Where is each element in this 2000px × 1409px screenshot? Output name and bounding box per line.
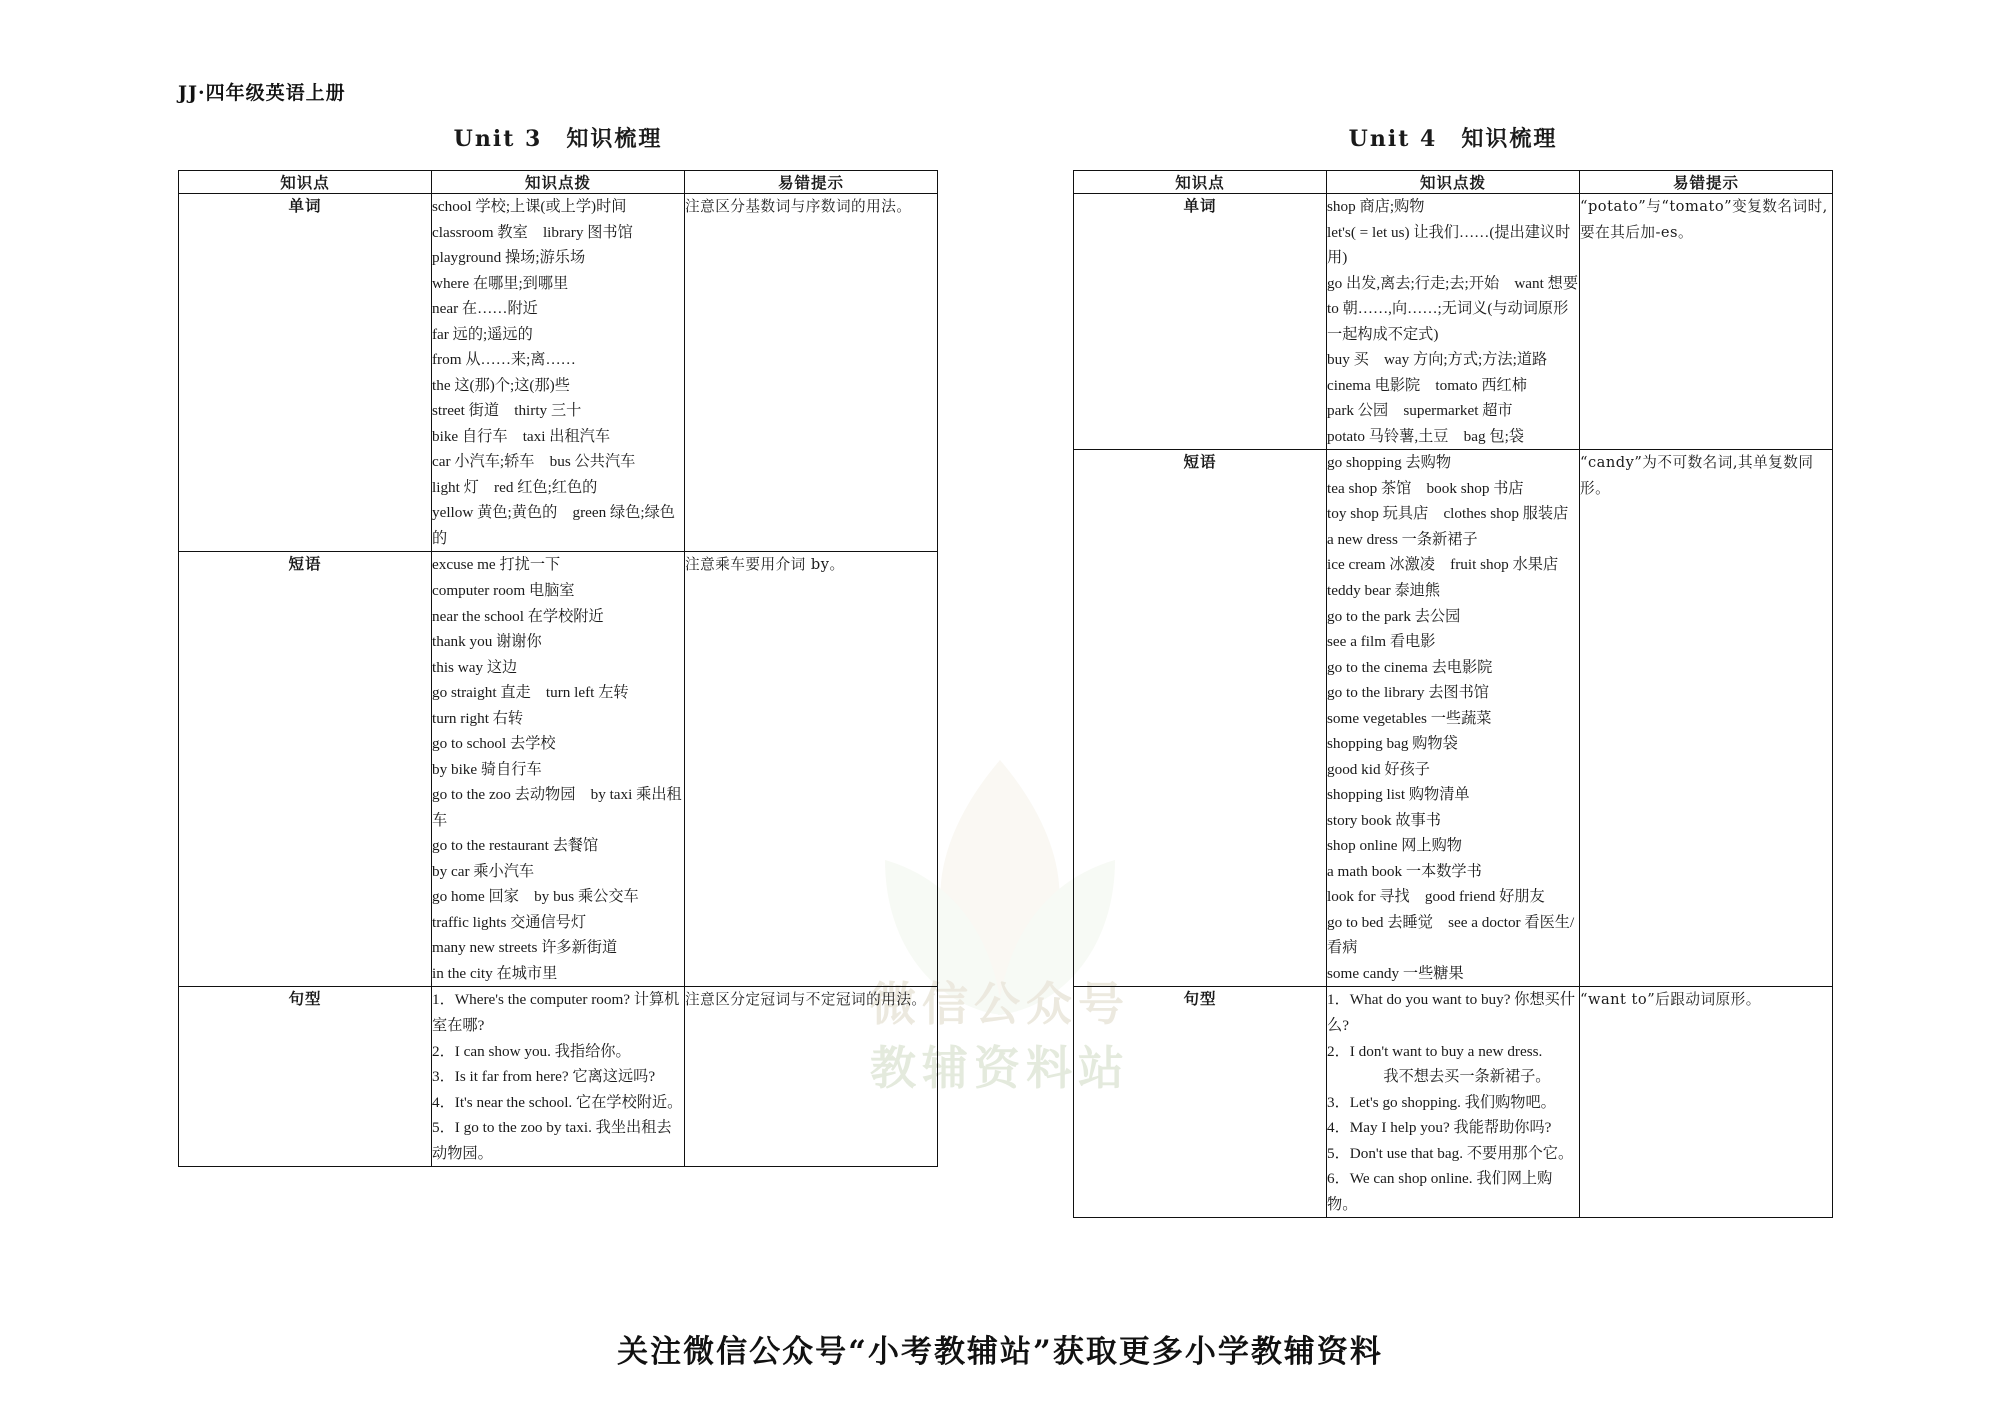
content-line: go shopping 去购物 bbox=[1327, 454, 1452, 472]
content-line: in the city 在城市里 bbox=[432, 964, 558, 982]
row-tip: 注意区分定冠词与不定冠词的用法。 bbox=[685, 987, 938, 1167]
content-line: 6．We can shop online. 我们网上购物。 bbox=[1327, 1170, 1553, 1213]
content-line: 4．It's near the school. 它在学校附近。 bbox=[432, 1093, 683, 1111]
content-line: 3．Let's go shopping. 我们购物吧。 bbox=[1327, 1093, 1556, 1111]
table-row bbox=[179, 194, 938, 552]
table-header-row bbox=[1074, 171, 1833, 194]
column-unit4 bbox=[1073, 122, 1833, 1218]
content-line: go to the library 去图书馆 bbox=[1327, 684, 1489, 702]
row-tip: “want to”后跟动词原形。 bbox=[1580, 987, 1833, 1218]
table-row bbox=[1074, 450, 1833, 987]
content-line: classroom 教室 library 图书馆 bbox=[432, 223, 633, 241]
row-content bbox=[1327, 450, 1580, 987]
row-tip: 注意区分基数词与序数词的用法。 bbox=[685, 194, 938, 552]
content-line: far 远的;遥远的 bbox=[432, 325, 533, 343]
page-header-label: JJ·四年级英语上册 bbox=[178, 82, 346, 104]
content-line: ice cream 冰激凌 fruit shop 水果店 bbox=[1327, 556, 1559, 574]
row-tip: 注意乘车要用介词 by。 bbox=[685, 552, 938, 987]
header-cell-category: 知识点 bbox=[179, 171, 432, 194]
content-line: go straight 直走 turn left 左转 bbox=[432, 684, 629, 702]
content-line: potato 马铃薯,土豆 bag 包;袋 bbox=[1327, 427, 1524, 445]
content-line: go 出发,离去;行走;去;开始 want 想要 bbox=[1327, 274, 1579, 292]
content-line: light 灯 red 红色;红色的 bbox=[432, 478, 598, 496]
content-line: a new dress 一条新裙子 bbox=[1327, 530, 1478, 548]
content-line: see a film 看电影 bbox=[1327, 633, 1436, 651]
header-cell-tips: 易错提示 bbox=[1580, 171, 1833, 194]
content-line: where 在哪里;到哪里 bbox=[432, 274, 569, 292]
row-content bbox=[432, 552, 685, 987]
content-line: traffic lights 交通信号灯 bbox=[432, 913, 587, 931]
row-content bbox=[1327, 194, 1580, 450]
row-category: 短语 bbox=[1074, 450, 1327, 987]
content-line: look for 寻找 good friend 好朋友 bbox=[1327, 888, 1545, 906]
content-line: many new streets 许多新街道 bbox=[432, 939, 618, 957]
header-cell-category: 知识点 bbox=[1074, 171, 1327, 194]
header-cell-points: 知识点拨 bbox=[1327, 171, 1580, 194]
content-line: some candy 一些糖果 bbox=[1327, 964, 1464, 982]
content-line: 我不想去买一条新裙子。 bbox=[1353, 1068, 1551, 1086]
table-row bbox=[179, 987, 938, 1167]
content-line: by car 乘小汽车 bbox=[432, 862, 535, 880]
content-columns bbox=[178, 122, 1833, 1218]
content-line: 5．Don't use that bag. 不要用那个它。 bbox=[1327, 1144, 1574, 1162]
content-line: buy 买 way 方向;方式;方法;道路 bbox=[1327, 351, 1548, 369]
watermark-line-1: 微信公众号 bbox=[870, 977, 1130, 1031]
row-tip: “potato”与“tomato”变复数名词时,要在其后加-es。 bbox=[1580, 194, 1833, 450]
content-line: go to bed 去睡觉 see a doctor 看医生/看病 bbox=[1327, 913, 1575, 957]
content-line: let's( = let us) 让我们……(提出建议时用) bbox=[1327, 223, 1571, 267]
row-category: 单词 bbox=[179, 194, 432, 552]
unit3-title: Unit 3 知识梳理 bbox=[453, 126, 663, 152]
content-line: by bike 骑自行车 bbox=[432, 760, 542, 778]
content-line: go home 回家 by bus 乘公交车 bbox=[432, 888, 639, 906]
content-line: from 从……来;离…… bbox=[432, 351, 576, 369]
row-content bbox=[432, 987, 685, 1167]
content-line: 2．I don't want to buy a new dress. bbox=[1327, 1042, 1543, 1060]
table-row bbox=[1074, 987, 1833, 1218]
content-line: tea shop 茶馆 book shop 书店 bbox=[1327, 479, 1524, 497]
content-line: shop online 网上购物 bbox=[1327, 837, 1462, 855]
content-line: car 小汽车;轿车 bus 公共汽车 bbox=[432, 453, 636, 471]
content-line: playground 操场;游乐场 bbox=[432, 249, 586, 267]
row-category: 句型 bbox=[179, 987, 432, 1167]
content-line: a math book 一本数学书 bbox=[1327, 862, 1482, 880]
content-line: cinema 电影院 tomato 西红柿 bbox=[1327, 376, 1527, 394]
content-line: this way 这边 bbox=[432, 658, 518, 676]
content-line: near 在……附近 bbox=[432, 300, 538, 318]
row-category: 单词 bbox=[1074, 194, 1327, 450]
content-line: story book 故事书 bbox=[1327, 811, 1441, 829]
content-line: 1．What do you want to buy? 你想买什么? bbox=[1327, 991, 1576, 1034]
content-line: go to the restaurant 去餐馆 bbox=[432, 837, 599, 855]
content-line: go to the cinema 去电影院 bbox=[1327, 658, 1493, 676]
row-category: 短语 bbox=[179, 552, 432, 987]
unit4-title: Unit 4 知识梳理 bbox=[1348, 126, 1558, 152]
content-line: 1．Where's the computer room? 计算机室在哪? bbox=[432, 991, 680, 1034]
header-cell-tips: 易错提示 bbox=[685, 171, 938, 194]
unit3-table bbox=[178, 170, 938, 1167]
header-cell-points: 知识点拨 bbox=[432, 171, 685, 194]
content-line: street 街道 thirty 三十 bbox=[432, 402, 582, 420]
content-line: park 公园 supermarket 超市 bbox=[1327, 402, 1513, 420]
row-content bbox=[1327, 987, 1580, 1218]
content-line: shop 商店;购物 bbox=[1327, 198, 1425, 215]
content-line: 2．I can show you. 我指给你。 bbox=[432, 1042, 631, 1060]
content-line: to 朝……,向……;无词义(与动词原形一起构成不定式) bbox=[1327, 300, 1569, 343]
row-tip: “candy”为不可数名词,其单复数同形。 bbox=[1580, 450, 1833, 987]
content-line: 3．Is it far from here? 它离这远吗? bbox=[432, 1068, 656, 1086]
content-line: yellow 黄色;黄色的 green 绿色;绿色的 bbox=[432, 504, 675, 547]
content-line: teddy bear 泰迪熊 bbox=[1327, 581, 1441, 599]
column-unit3 bbox=[178, 122, 938, 1218]
content-line: turn right 右转 bbox=[432, 709, 524, 727]
row-category: 句型 bbox=[1074, 987, 1327, 1218]
content-line: go to the zoo 去动物园 by taxi 乘出租车 bbox=[432, 786, 682, 829]
content-line: thank you 谢谢你 bbox=[432, 633, 542, 651]
table-row bbox=[179, 552, 938, 987]
content-line: computer room 电脑室 bbox=[432, 581, 575, 599]
page-footer: 关注微信公众号“小考教辅站”获取更多小学教辅资料 bbox=[617, 1334, 1383, 1370]
table-header-row bbox=[179, 171, 938, 194]
content-line: toy shop 玩具店 clothes shop 服装店 bbox=[1327, 505, 1569, 523]
content-line: some vegetables 一些蔬菜 bbox=[1327, 709, 1492, 727]
unit4-table bbox=[1073, 170, 1833, 1218]
content-line: 4．May I help you? 我能帮助你吗? bbox=[1327, 1119, 1552, 1137]
watermark-line-2: 教辅资料站 bbox=[870, 1041, 1130, 1095]
table-row bbox=[1074, 194, 1833, 450]
content-line: go to school 去学校 bbox=[432, 735, 556, 753]
content-line: shopping bag 购物袋 bbox=[1327, 735, 1458, 753]
content-line: shopping list 购物清单 bbox=[1327, 786, 1470, 804]
content-line: go to the park 去公园 bbox=[1327, 607, 1461, 625]
content-line: school 学校;上课(或上学)时间 bbox=[432, 198, 627, 215]
row-content bbox=[432, 194, 685, 552]
content-line: 5．I go to the zoo by taxi. 我坐出租去动物园。 bbox=[432, 1119, 672, 1162]
content-line: excuse me 打扰一下 bbox=[432, 556, 561, 574]
content-line: bike 自行车 taxi 出租汽车 bbox=[432, 427, 611, 445]
content-line: the 这(那)个;这(那)些 bbox=[432, 376, 570, 394]
content-line: good kid 好孩子 bbox=[1327, 760, 1430, 778]
content-line: near the school 在学校附近 bbox=[432, 607, 604, 625]
